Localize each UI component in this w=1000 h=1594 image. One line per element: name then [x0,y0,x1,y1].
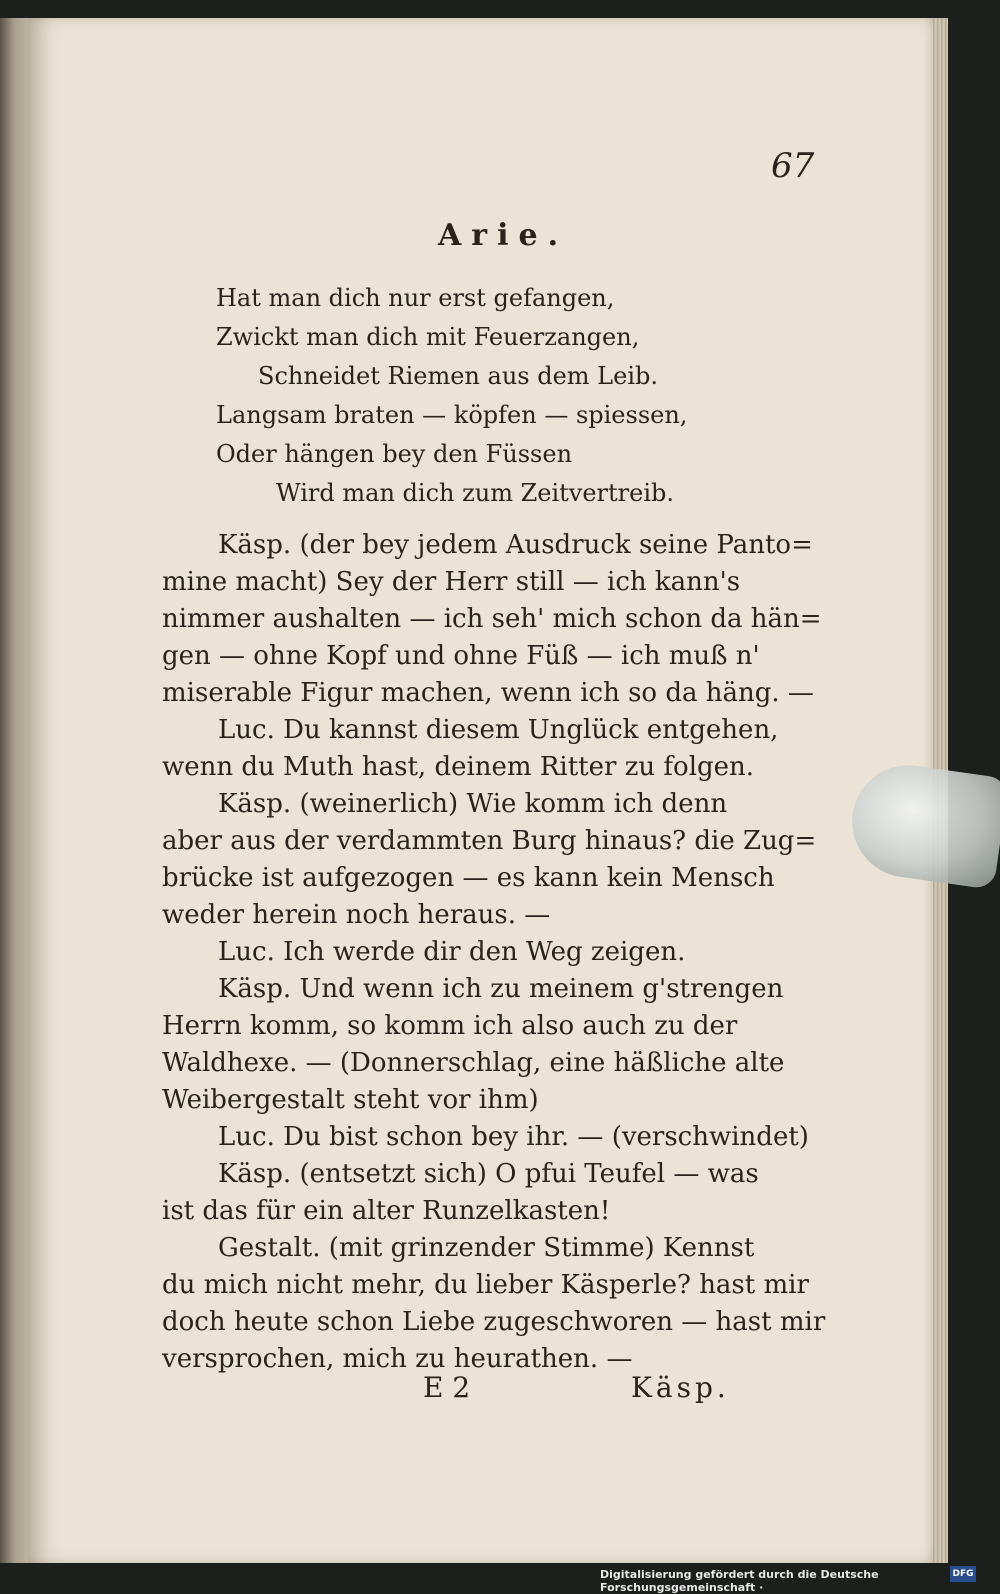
dialogue-line: ist das für ein alter Runzelkasten! [162,1196,611,1226]
dialogue-line: doch heute schon Liebe zugeschworen — hast mir [162,1307,826,1337]
dialogue-line: versprochen, mich zu heurathen. — [162,1344,633,1374]
dialogue-line: Luc. Ich werde dir den Weg zeigen. [218,937,686,967]
dialogue-line: Herrn komm, so komm ich also auch zu der [162,1011,738,1041]
verse-line: Langsam braten — köpfen — spiessen, [216,401,688,429]
verse-line: Wird man dich zum Zeitvertreib. [276,479,675,507]
dialogue-line: Luc. Du bist schon bey ihr. — (verschwindet) [218,1122,809,1152]
book-page [28,18,933,1563]
dialogue-line: mine macht) Sey der Herr still — ich kann's [162,567,741,597]
digitization-credit: Digitalisierung gefördert durch die Deutsche Forschungsgemeinschaft · [600,1568,879,1594]
verse-line: Schneidet Riemen aus dem Leib. [258,362,658,390]
dialogue-line: Gestalt. (mit grinzender Stimme) Kennst [218,1233,755,1263]
dialogue-line: nimmer aushalten — ich seh' mich schon da hän= [162,604,822,634]
dialogue-line: Käsp. (entsetzt sich) O pfui Teufel — was [218,1159,759,1189]
dialogue-line: brücke ist aufgezogen — es kann kein Mensch [162,863,775,893]
dialogue-line: Weibergestalt steht vor ihm) [162,1085,539,1115]
dialogue-line: wenn du Muth hast, deinem Ritter zu folgen. [162,752,755,782]
dialogue-line: Käsp. (der bey jedem Ausdruck seine Panto= [218,530,813,560]
dialogue-line: du mich nicht mehr, du lieber Käsperle? hast mir [162,1270,809,1300]
dialogue-line: gen — ohne Kopf und ohne Füß — ich muß n' [162,641,760,671]
signature-mark: E 2 [423,1371,471,1404]
verse-line: Oder hängen bey den Füssen [216,440,573,468]
dialogue-line: Käsp. Und wenn ich zu meinem g'strengen [218,974,784,1004]
dialogue-line: aber aus der verdammten Burg hinaus? die Zug= [162,826,817,856]
page-number: 67 [771,146,815,186]
verse-line: Zwickt man dich mit Feuerzangen, [216,323,640,351]
catchword: Käsp. [631,1371,730,1404]
dialogue-line: Waldhexe. — (Donnerschlag, eine häßliche alte [162,1048,785,1078]
aria-heading: Arie. [438,218,569,253]
dialogue-line: miserable Figur machen, wenn ich so da häng. — [162,678,814,708]
dfg-logo: DFG [950,1566,976,1582]
page-text [28,18,933,1563]
dialogue-line: weder herein noch heraus. — [162,900,551,930]
dialogue-line: Luc. Du kannst diesem Unglück entgehen, [218,715,779,745]
dialogue-line: Käsp. (weinerlich) Wie komm ich denn [218,789,728,819]
verse-line: Hat man dich nur erst gefangen, [216,284,615,312]
